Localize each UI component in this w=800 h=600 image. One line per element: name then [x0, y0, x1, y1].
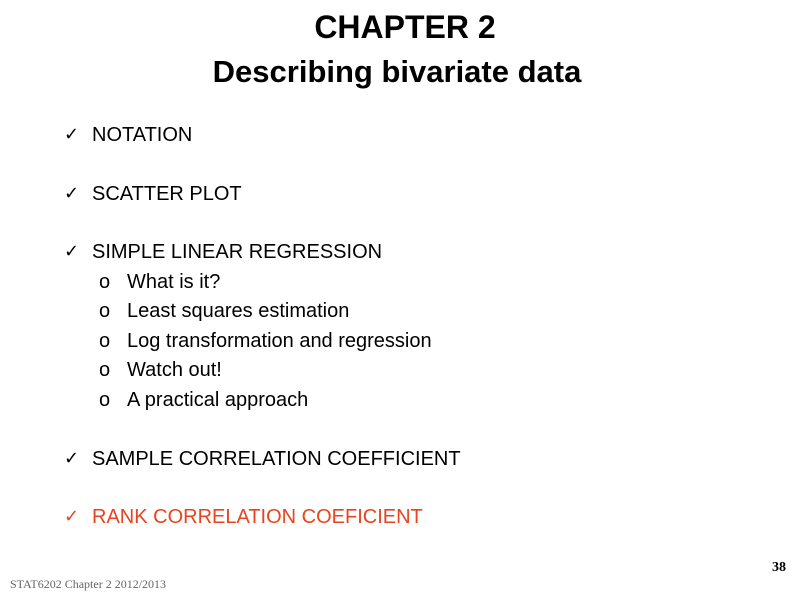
footer-text: STAT6202 Chapter 2 2012/2013	[10, 577, 167, 591]
checkmark-icon: ✓	[64, 241, 80, 262]
circle-bullet-icon: o	[99, 359, 111, 381]
sublist-item-label: A practical approach	[127, 389, 309, 411]
list-item-label: SIMPLE LINEAR REGRESSION	[92, 241, 383, 263]
chapter-title: Describing bivariate data	[212, 54, 582, 89]
circle-bullet-icon: o	[99, 389, 111, 411]
checkmark-icon: ✓	[64, 183, 80, 204]
circle-bullet-icon: o	[99, 330, 111, 352]
list-item-label: RANK CORRELATION COEFICIENT	[92, 506, 423, 528]
checkmark-icon: ✓	[64, 448, 80, 469]
list-item-label: NOTATION	[92, 124, 193, 146]
sublist-item-label: What is it?	[127, 271, 221, 293]
checkmark-icon: ✓	[64, 124, 80, 145]
circle-bullet-icon: o	[99, 300, 111, 322]
sublist-item-label: Watch out!	[127, 359, 222, 381]
list-item-label: SCATTER PLOT	[92, 183, 242, 205]
sublist-item-label: Log transformation and regression	[127, 330, 432, 352]
page-number: 38	[772, 560, 786, 575]
circle-bullet-icon: o	[99, 271, 111, 293]
chapter-heading: CHAPTER 2	[314, 9, 496, 45]
checkmark-icon: ✓	[64, 506, 80, 527]
list-item-label: SAMPLE CORRELATION COEFFICIENT	[92, 448, 461, 470]
sublist-item-label: Least squares estimation	[127, 300, 350, 322]
